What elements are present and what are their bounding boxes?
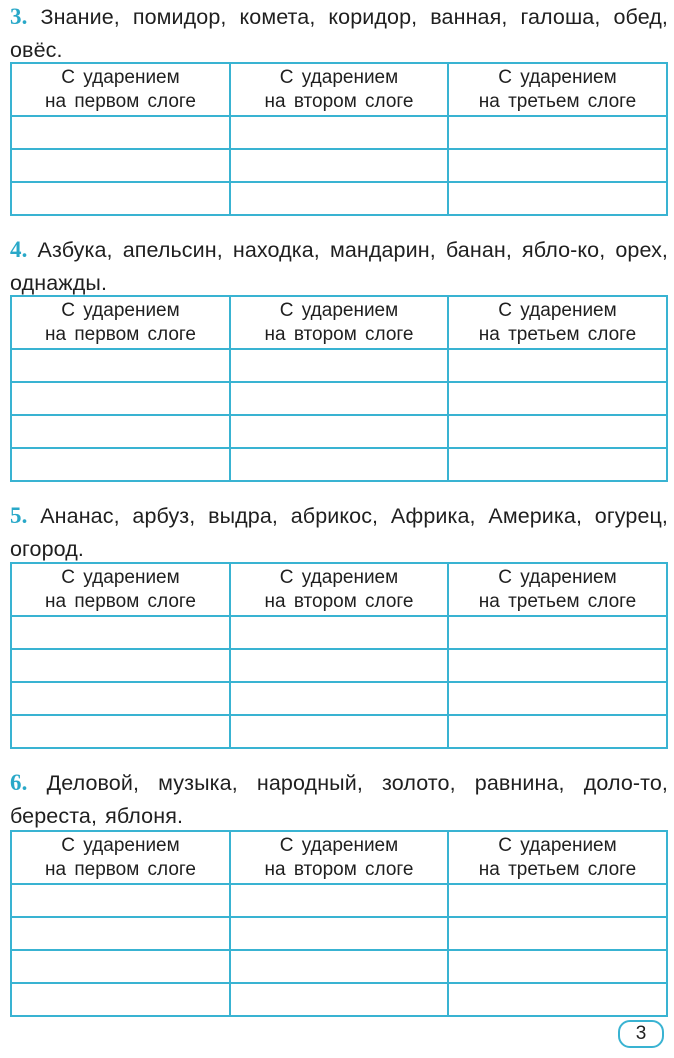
- table-row: [11, 649, 667, 682]
- answer-cell[interactable]: [230, 950, 448, 983]
- task-text: Ананас, арбуз, выдра, абрикос, Африка, Америка, огурец, огород.: [10, 504, 668, 561]
- answer-cell[interactable]: [11, 448, 230, 481]
- answer-cell[interactable]: [230, 649, 448, 682]
- table-row: [11, 448, 667, 481]
- answer-cell[interactable]: [11, 884, 230, 917]
- header-line: С ударением: [279, 66, 399, 88]
- header-line: С ударением: [61, 299, 180, 321]
- table-row: [11, 349, 667, 382]
- task-text: Деловой, музыка, народный, золото, равнина, доло-то, береста, яблоня.: [10, 771, 668, 828]
- header-line: на первом слоге: [45, 90, 196, 112]
- task-4: [10, 233, 668, 345]
- table-row: [11, 182, 667, 215]
- answer-cell[interactable]: [448, 116, 667, 149]
- header-line: на третьем слоге: [478, 858, 637, 880]
- table-row: [11, 917, 667, 950]
- answer-cell[interactable]: [11, 415, 230, 448]
- answer-cell[interactable]: [230, 616, 448, 649]
- task-6: [10, 766, 668, 880]
- header-line: на втором слоге: [264, 90, 414, 112]
- answer-cell[interactable]: [448, 682, 667, 715]
- answer-cell[interactable]: [11, 950, 230, 983]
- answer-cell[interactable]: [448, 884, 667, 917]
- header-line: на первом слоге: [45, 858, 196, 880]
- table-row: [11, 983, 667, 1016]
- header-line: на третьем слоге: [478, 323, 637, 345]
- task-3-text-block: [10, 0, 668, 67]
- answer-cell[interactable]: [230, 349, 448, 382]
- task-number: 4.: [10, 237, 28, 262]
- table-row: [11, 116, 667, 149]
- header-row: [11, 63, 667, 116]
- header-row: [11, 296, 667, 349]
- header-cell-second: [230, 563, 448, 616]
- table-row: [11, 616, 667, 649]
- header-row: [11, 831, 667, 884]
- header-line: на третьем слоге: [478, 90, 637, 112]
- answer-cell[interactable]: [448, 349, 667, 382]
- answer-cell[interactable]: [230, 149, 448, 182]
- task-number: 3.: [10, 4, 28, 29]
- table-row: [11, 682, 667, 715]
- answer-cell[interactable]: [11, 182, 230, 215]
- answer-cell[interactable]: [448, 182, 667, 215]
- task-text: Знание, помидор, комета, коридор, ванная, галоша, обед, овёс.: [10, 5, 668, 62]
- answer-cell[interactable]: [448, 382, 667, 415]
- answer-cell[interactable]: [11, 715, 230, 748]
- answer-cell[interactable]: [448, 616, 667, 649]
- table-row: [11, 715, 667, 748]
- answer-cell[interactable]: [230, 917, 448, 950]
- header-line: на первом слоге: [45, 323, 196, 345]
- header-cell-second: [230, 296, 448, 349]
- answer-cell[interactable]: [230, 382, 448, 415]
- table-row: [11, 149, 667, 182]
- answer-table: [10, 562, 668, 749]
- header-line: С ударением: [61, 66, 180, 88]
- answer-table: [10, 830, 668, 1017]
- task-5: [10, 499, 668, 612]
- answer-cell[interactable]: [230, 448, 448, 481]
- header-line: С ударением: [498, 66, 617, 88]
- header-line: на третьем слоге: [478, 590, 637, 612]
- header-cell-first: [11, 63, 230, 116]
- table-row: [11, 415, 667, 448]
- header-line: С ударением: [61, 834, 180, 856]
- header-line: С ударением: [498, 566, 617, 588]
- header-cell-second: [230, 63, 448, 116]
- task-number: 5.: [10, 503, 28, 528]
- task-text: Азбука, апельсин, находка, мандарин, банан, ябло-ко, орех, однажды.: [10, 238, 668, 295]
- page-number-badge: 3: [618, 1020, 664, 1048]
- answer-cell[interactable]: [448, 448, 667, 481]
- table-row: [11, 884, 667, 917]
- answer-cell[interactable]: [11, 349, 230, 382]
- header-line: на втором слоге: [264, 323, 414, 345]
- answer-table: [10, 62, 668, 216]
- header-cell-third: [448, 831, 667, 884]
- task-6-text-block: [10, 766, 668, 833]
- header-line: С ударением: [279, 834, 399, 856]
- table-row: [11, 950, 667, 983]
- answer-cell[interactable]: [230, 182, 448, 215]
- task-4-text-block: [10, 233, 668, 300]
- header-line: на втором слоге: [264, 858, 414, 880]
- answer-cell[interactable]: [448, 950, 667, 983]
- header-line: С ударением: [279, 566, 399, 588]
- answer-cell[interactable]: [230, 682, 448, 715]
- header-line: С ударением: [61, 566, 180, 588]
- header-line: на первом слоге: [45, 590, 196, 612]
- answer-cell[interactable]: [448, 917, 667, 950]
- answer-cell[interactable]: [11, 382, 230, 415]
- answer-cell[interactable]: [11, 149, 230, 182]
- task-number: 6.: [10, 770, 28, 795]
- answer-cell[interactable]: [230, 884, 448, 917]
- answer-cell[interactable]: [11, 682, 230, 715]
- header-cell-first: [11, 296, 230, 349]
- answer-cell[interactable]: [448, 149, 667, 182]
- answer-cell[interactable]: [11, 616, 230, 649]
- answer-cell[interactable]: [230, 983, 448, 1016]
- answer-cell[interactable]: [448, 983, 667, 1016]
- header-row: [11, 563, 667, 616]
- header-line: С ударением: [279, 299, 399, 321]
- header-cell-first: [11, 563, 230, 616]
- header-line: С ударением: [498, 834, 617, 856]
- task-3: [10, 0, 668, 112]
- header-cell-third: [448, 63, 667, 116]
- table-row: [11, 382, 667, 415]
- answer-cell[interactable]: [448, 649, 667, 682]
- header-cell-second: [230, 831, 448, 884]
- header-cell-third: [448, 296, 667, 349]
- answer-cell[interactable]: [11, 917, 230, 950]
- answer-cell[interactable]: [11, 649, 230, 682]
- task-5-text-block: [10, 499, 668, 566]
- answer-cell[interactable]: [448, 715, 667, 748]
- answer-cell[interactable]: [230, 116, 448, 149]
- answer-cell[interactable]: [448, 415, 667, 448]
- answer-cell[interactable]: [11, 983, 230, 1016]
- answer-table: [10, 295, 668, 482]
- header-cell-third: [448, 563, 667, 616]
- header-cell-first: [11, 831, 230, 884]
- header-line: на втором слоге: [264, 590, 414, 612]
- answer-cell[interactable]: [230, 415, 448, 448]
- header-line: С ударением: [498, 299, 617, 321]
- answer-cell[interactable]: [230, 715, 448, 748]
- answer-cell[interactable]: [11, 116, 230, 149]
